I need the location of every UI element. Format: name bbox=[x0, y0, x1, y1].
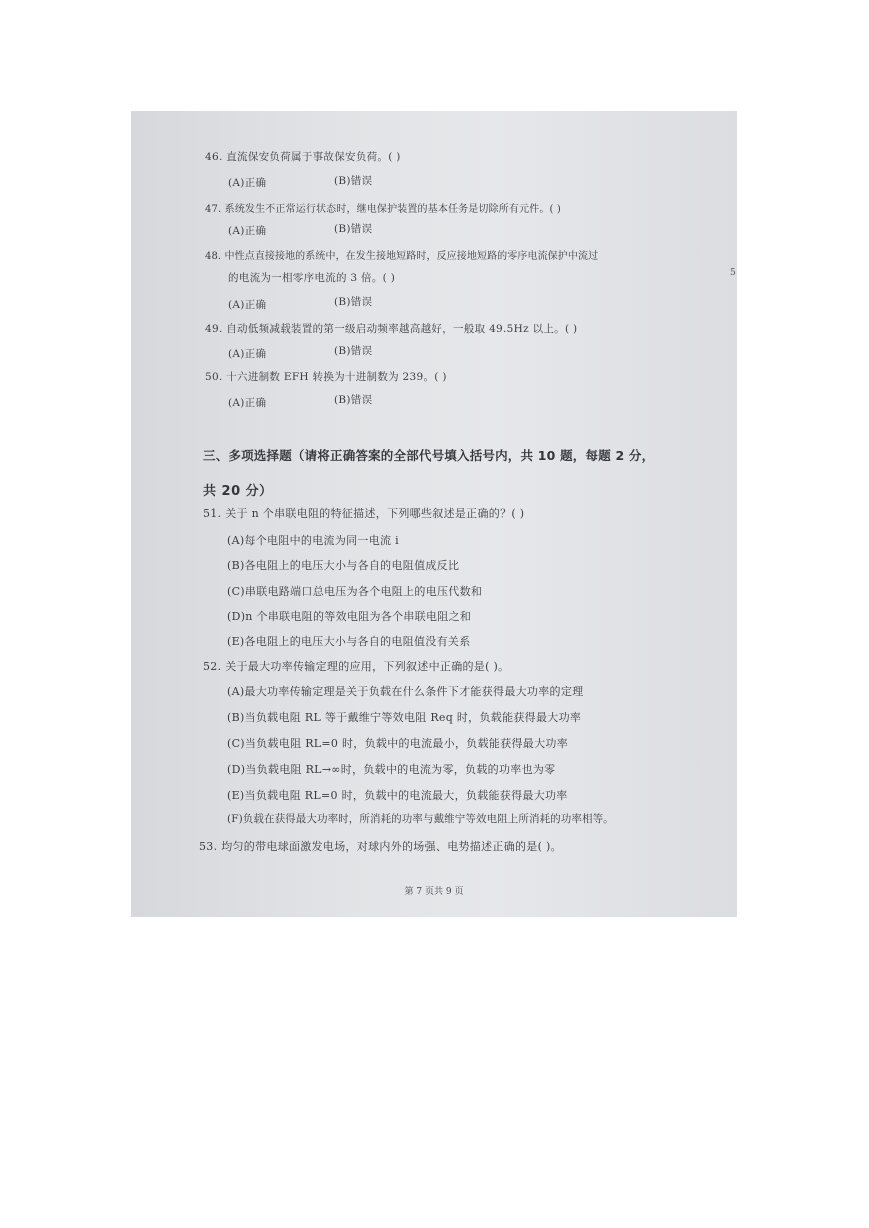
question-53: 53. 均匀的带电球面激发电场，对球内外的场强、电势描述正确的是( )。 bbox=[199, 840, 562, 853]
question-49: 49. 自动低频减载装置的第一级启动频率越高越好，一般取 49.5Hz 以上。( ) bbox=[205, 323, 578, 335]
q51-option-a: (A)每个电阻中的电流为同一电流 i bbox=[227, 534, 399, 547]
q51-option-c: (C)串联电路端口总电压为各个电阻上的电压代数和 bbox=[227, 585, 483, 598]
question-48: 48. 中性点直接接地的系统中，在发生接地短路时，反应接地短路的零序电流保护中流过 bbox=[205, 251, 599, 262]
q51-option-b: (B)各电阻上的电压大小与各自的电阻值成反比 bbox=[227, 559, 460, 572]
q52-option-e: (E)当负载电阻 RL=0 时，负载中的电流最大，负载能获得最大功率 bbox=[227, 789, 568, 802]
q47-option-b: (B)错误 bbox=[334, 223, 373, 235]
q52-option-b: (B)当负载电阻 RL 等于戴维宁等效电阻 Req 时，负载能获得最大功率 bbox=[227, 711, 582, 724]
q48-option-b: (B)错误 bbox=[334, 296, 373, 308]
q50-option-a: (A)正确 bbox=[228, 397, 267, 409]
document-photo bbox=[131, 111, 737, 917]
q52-option-c: (C)当负载电阻 RL=0 时，负载中的电流最小，负载能获得最大功率 bbox=[227, 737, 568, 750]
q46-option-a: (A)正确 bbox=[228, 177, 267, 189]
q51-option-e: (E)各电阻上的电压大小与各自的电阻值没有关系 bbox=[227, 635, 471, 648]
question-46: 46. 直流保安负荷属于事故保安负荷。( ) bbox=[205, 151, 401, 163]
q52-option-d: (D)当负载电阻 RL→∞时，负载中的电流为零，负载的功率也为零 bbox=[227, 763, 556, 776]
q48-option-a: (A)正确 bbox=[228, 299, 267, 311]
q49-option-b: (B)错误 bbox=[334, 345, 373, 357]
question-47: 47. 系统发生不正常运行状态时，继电保护装置的基本任务是切除所有元件。( ) bbox=[205, 204, 561, 215]
section-heading: 三、多项选择题（请将正确答案的全部代号填入括号内，共 10 题，每题 2 分， bbox=[203, 448, 655, 463]
page-number: 第 7 页共 9 页 bbox=[404, 887, 464, 897]
exam-page bbox=[131, 111, 737, 917]
q52-option-f: (F)负载在获得最大功率时，所消耗的功率与戴维宁等效电阻上所消耗的功率相等。 bbox=[227, 813, 614, 825]
q49-option-a: (A)正确 bbox=[228, 348, 267, 360]
section-heading-cont: 共 20 分） bbox=[203, 484, 273, 499]
question-50: 50. 十六进制数 EFH 转换为十进制数为 239。( ) bbox=[205, 371, 447, 383]
question-51: 51. 关于 n 个串联电阻的特征描述，下列哪些叙述是正确的？( ) bbox=[203, 507, 525, 520]
edge-mark: 5 bbox=[730, 268, 736, 278]
q51-option-d: (D)n 个串联电阻的等效电阻为各个串联电阻之和 bbox=[227, 610, 472, 623]
q52-option-a: (A)最大功率传输定理是关于负载在什么条件下才能获得最大功率的定理 bbox=[227, 685, 584, 698]
question-48-cont: 的电流为一相零序电流的 3 倍。( ) bbox=[228, 272, 396, 284]
q50-option-b: (B)错误 bbox=[334, 394, 373, 406]
q46-option-b: (B)错误 bbox=[334, 175, 373, 187]
q47-option-a: (A)正确 bbox=[228, 225, 267, 237]
question-52: 52. 关于最大功率传输定理的应用，下列叙述中正确的是( )。 bbox=[203, 660, 510, 673]
